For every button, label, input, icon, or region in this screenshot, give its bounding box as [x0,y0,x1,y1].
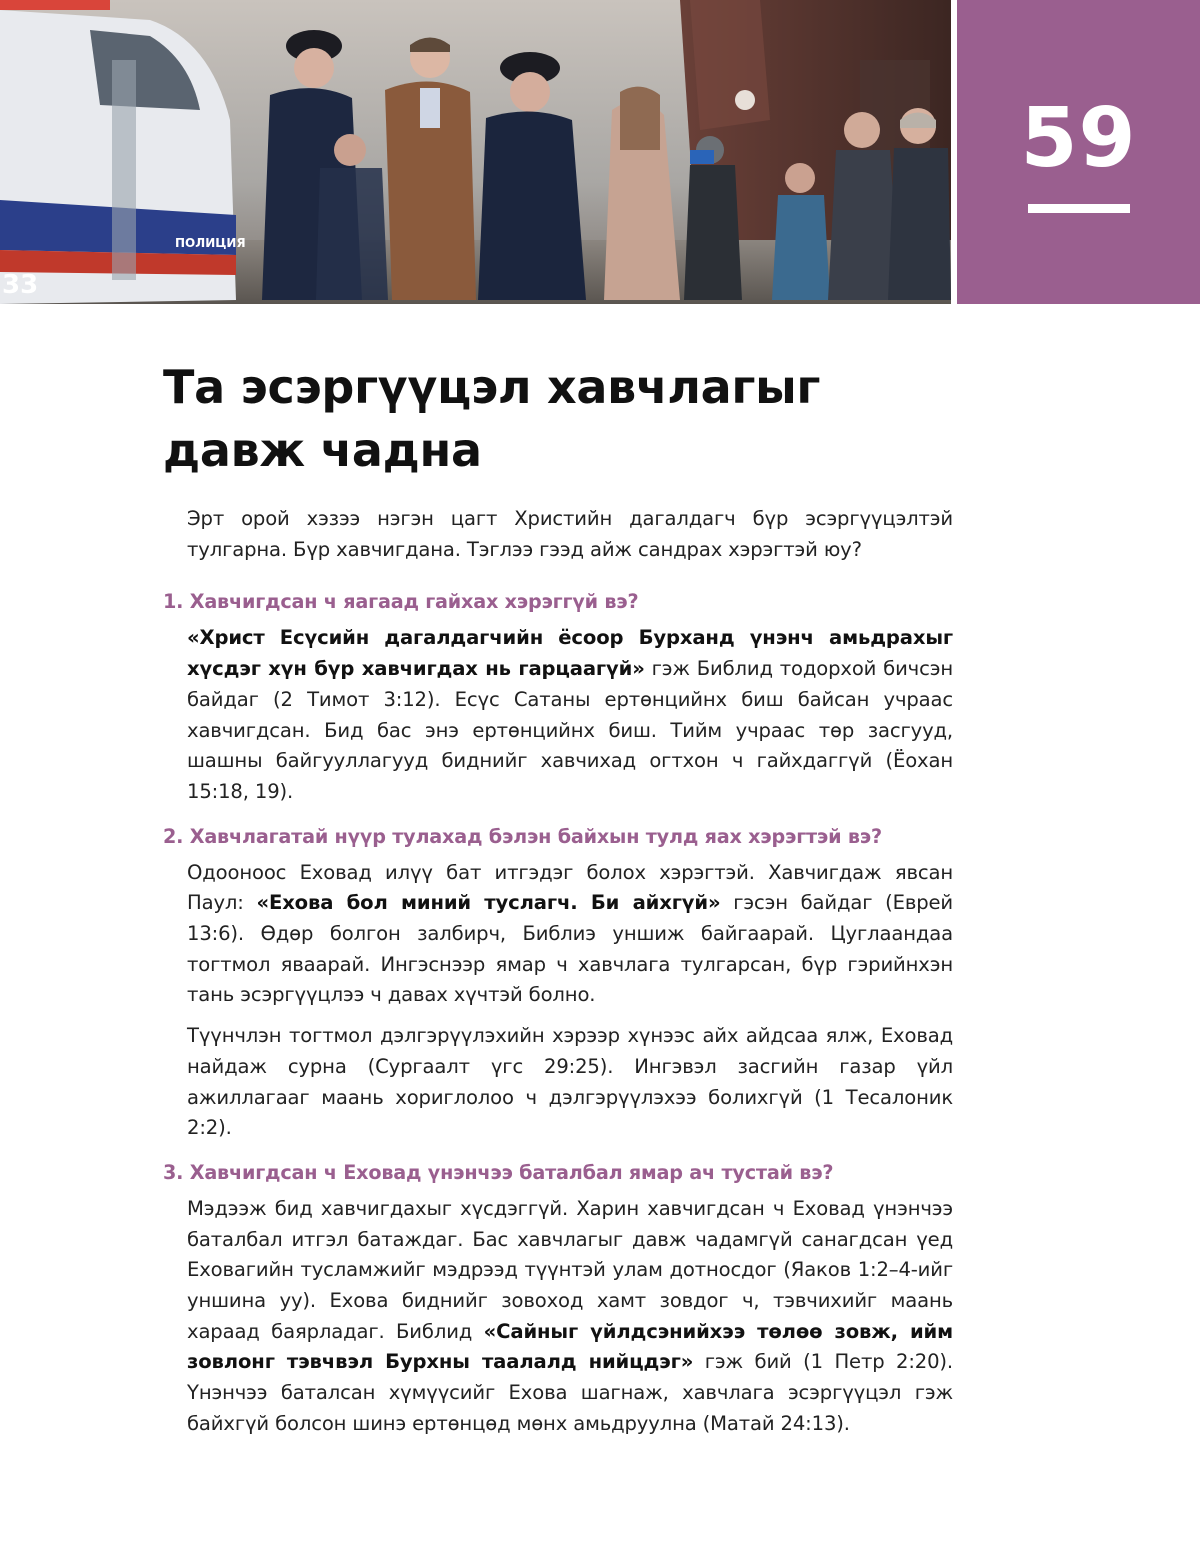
scripture-quote: «Христ Есүсийн дагалдагчийн ёсоор Бурханд үнэнч амьдрахыг хүсдэг хүн бүр хавчигдах нь гарцаагүй» [187,626,953,681]
section-3-paragraph-1 [187,1194,953,1440]
scripture-quote: «Ехова бол миний туслагч. Би айхгүй» [256,891,721,915]
question-heading-3: 3. Хавчигдсан ч Еховад үнэнчээ баталбал ямар ач тустай вэ? [163,1160,834,1184]
paragraph-text: Одооноос Еховад илүү бат итгэдэг болох хэрэгтэй. Хавчигдаж явсан Паул: [187,860,953,915]
page-title [163,356,963,482]
question-heading-2: 2. Хавчлагатай нүүр тулахад бэлэн байхын тулд яах хэрэгтэй вэ? [163,824,882,848]
van-number: 33 [2,270,39,300]
intro-paragraph: Эрт орой хэзээ нэгэн цагт Христийн дагалдагч бүр эсэргүүцэлтэй тулгарна. Бүр хавчигдана. Тэглээ гээд айж сандрах хэрэгтэй юу? [187,507,953,561]
lesson-content [163,504,953,1454]
header-photo [0,0,951,304]
page-title-line-1: Та эсэргүүцэл хавчлагыг [163,360,821,414]
lesson-number-underline [1028,204,1130,213]
lesson-number-box [957,0,1200,304]
question-heading-1: 1. Хавчигдсан ч яагаад гайхах хэрэггүй вэ? [163,590,639,614]
paragraph-text: гэж бий (1 Петр 2:20). Үнэнчээ баталсан хүмүүсийг Ехова шагнаж, хавчлага эсэргүүцэл гэж байхгүй болсон шинэ ертөнцөд мөнх амьдруулна (Матай 24:13). [187,1350,953,1435]
header-photo-illustration [0,0,951,304]
paragraph-text: гэсэн байдаг (Еврей 13:6). Өдөр болгон залбирч, Библиэ уншиж байгаарай. Цуглаандаа тогтмол яваарай. Ингэснээр ямар ч хавчлага тулгарсан, бүр гэрийнхэн тань эсэргүүцлээ ч давах хүчтэй болно. [187,891,953,1007]
section-2 [163,822,953,1144]
lesson-number: 59 [1020,91,1137,186]
scripture-quote: «Сайныг үйлдсэнийхээ төлөө зовж, ийм зовлонг тэвчвэл Бурхны таалалд нийцдэг» [187,1319,954,1374]
paragraph-text: гэж Библид тодорхой бичсэн байдаг (2 Тимот 3:12). Есүс Сатаны ертөнцийнх биш байсан учраас хавчигдсан. Бид бас энэ ертөнцийнх биш. Тийм учраас төр засгууд, шашны байгууллагууд биднийг хавчихад огтхон ч гайхдаггүй (Ёохан 15:18, 19). [187,657,953,803]
section-1-paragraph-1 [187,623,953,807]
page-title-line-2: давж чадна [163,423,482,477]
van-label: ПОЛИЦИЯ [175,236,246,250]
section-2-paragraph-2: Түүнчлэн тогтмол дэлгэрүүлэхийн хэрээр хүнээс айх айдсаа ялж, Еховад найдаж сурна (Сургаалт үгс 29:25). Ингэвэл засгийн газар үйл ажиллагааг маань хориглолоо ч дэлгэрүүлэхээ болихгүй (1 Тесалоник 2:2). [187,1024,953,1140]
section-3 [163,1158,953,1440]
paragraph-text: Мэдээж бид хавчигдахыг хүсдэггүй. Харин хавчигдсан ч Еховад үнэнчээ баталбал итгэл батаждаг. Бас хавчлагыг давж чадамгүй санагдсан үед Еховагийн тусламжийг мэдрээд түүнтэй улам дотносдог (Яаков 1:2–4-ийг уншина уу). Ехова биднийг зовоход хамт зовдог ч, тэвчихийг маань хараад баярладаг. Библид [187,1196,953,1343]
section-2-paragraph-1 [187,858,953,1012]
officers-group [262,30,586,300]
section-1 [163,587,953,807]
